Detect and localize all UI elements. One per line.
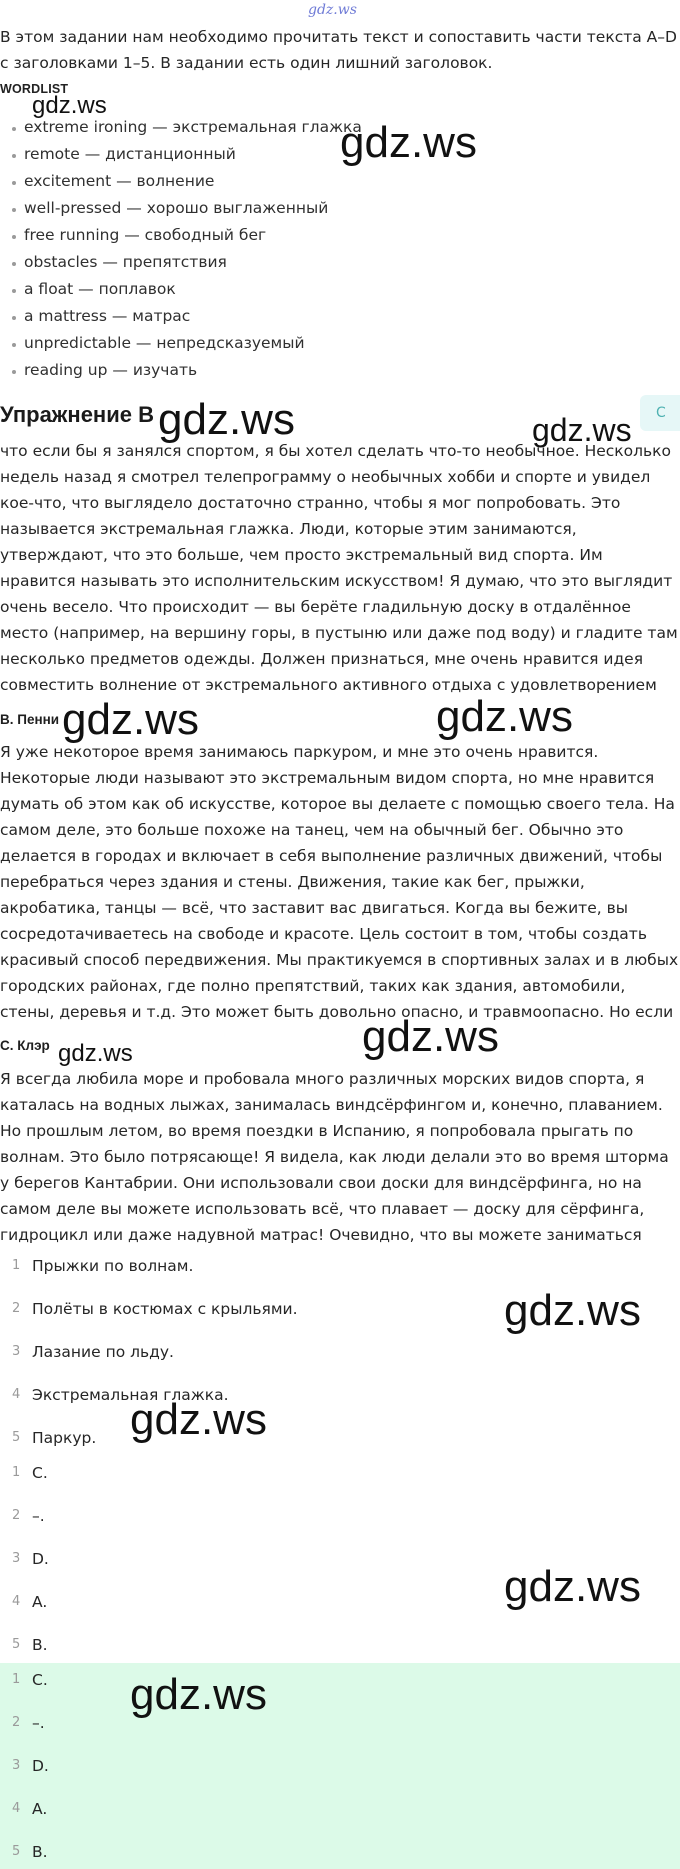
watermark: gdz.ws	[532, 412, 632, 448]
watermark: gdz.ws	[436, 692, 573, 741]
answer-number: 4	[12, 1594, 21, 1609]
wordlist-item: remote — дистанционный	[12, 141, 672, 168]
wordlist-item: unpredictable — непредсказуемый	[12, 330, 672, 357]
answer-number: 4	[12, 1801, 21, 1816]
answer-number: 2	[12, 1715, 21, 1730]
watermark: gdz.ws	[32, 92, 107, 119]
heading-number: 1	[12, 1258, 21, 1273]
section-a-text: что если бы я занялся спортом, я бы хотел сделать что-то необычное. Несколько недель назад я смотрел телепрограмму о необычных хобби и спорте и увидел кое-что, что выглядело достаточно странно, чтобы я мог попробовать. Это называется экстремальная глажка. Люди, которые этим занимаются, утверждают, что это больше, чем просто экстремальный вид спорта. Им нравится называть это исполнительским искусством! Я думаю, что это выглядит очень весело. Что происходит — вы берёте гладильную доску в отдалённое место (например, на вершину горы, в пустыню или даже под воду) и гладите там несколько предметов одежды. Должен признаться, мне очень нравится идея совместить волнение от экстремального активного отдыха с удовлетворением	[0, 442, 678, 694]
answer-text: C.	[32, 1671, 48, 1689]
heading-text: Лазание по льду.	[32, 1343, 174, 1361]
answer-text: D.	[32, 1757, 49, 1775]
wordlist-item: well-pressed — хорошо выглаженный	[12, 195, 672, 222]
watermark-top: gdz.ws	[308, 2, 357, 18]
wordlist-item: extreme ironing — экстремальная глажка	[12, 114, 672, 141]
answer-text: B.	[32, 1843, 48, 1861]
section-c-text: Я всегда любила море и пробовала много различных морских видов спорта, я каталась на водных лыжах, занималась виндсёрфингом и, конечно, плаванием. Но прошлым летом, во время поездки в Испанию, я попробовала прыгать по волнам. Это было потрясающе! Я видела, как люди делали это во время шторма у берегов Кантабрии. Они использовали свои доски для виндсёрфинга, но на самом деле вы можете использовать всё, что плавает — доску для сёрфинга, гидроцикл или даже надувной матрас! Очевидно, что вы можете заниматься	[0, 1070, 669, 1244]
answer-number: 3	[12, 1758, 21, 1773]
heading-text: Прыжки по волнам.	[32, 1257, 194, 1275]
answer-text: –.	[32, 1507, 45, 1525]
answer-text: A.	[32, 1800, 48, 1818]
intro-text: В этом задании нам необходимо прочитать текст и сопоставить части текста A–D с заголовками 1–5. В задании есть один лишний заголовок.	[0, 28, 677, 72]
watermark: gdz.ws	[130, 1395, 267, 1444]
wordlist-item: obstacles — препятствия	[12, 249, 672, 276]
answer-text: C.	[32, 1464, 48, 1482]
heading-number: 4	[12, 1387, 21, 1402]
wordlist-item: free running — свободный бег	[12, 222, 672, 249]
wordlist-item: excitement — волнение	[12, 168, 672, 195]
wordlist-item: a mattress — матрас	[12, 303, 672, 330]
answer-number: 2	[12, 1508, 21, 1523]
watermark: gdz.ws	[58, 1040, 133, 1067]
answer-number: 5	[12, 1637, 21, 1652]
watermark: gdz.ws	[158, 395, 295, 444]
heading-text: Экстремальная глажка.	[32, 1386, 229, 1404]
section-c-title: C. Клэр	[0, 1038, 50, 1053]
answer-number: 5	[12, 1844, 21, 1859]
answer-text: A.	[32, 1593, 48, 1611]
heading-number: 3	[12, 1344, 21, 1359]
wordlist-item: reading up — изучать	[12, 357, 672, 384]
heading-text: Паркур.	[32, 1429, 97, 1447]
side-tab-button[interactable]: C	[640, 395, 680, 431]
section-b-text: Я уже некоторое время занимаюсь паркуром, и мне это очень нравится. Некоторые люди называют это экстремальным видом спорта, но мне нравится думать об этом как об искусстве, которое вы делаете с помощью своего тела. На самом деле, это больше похоже на танец, чем на обычный бег. Обычно это делается в городах и включает в себя выполнение различных движений, чтобы перебраться через здания и стены. Движения, такие как бег, прыжки, акробатика, танцы — всё, что заставит вас двигаться. Когда вы бежите, вы сосредотачиваетесь на свободе и красоте. Цель состоит в том, чтобы создать красивый способ передвижения. Мы практикуемся в спортивных залах и в любых городских районах, где полно препятствий, таких как здания, автомобили, стены, деревья и т.д. Это может быть довольно опасно, и травмоопасно. Но если	[0, 743, 679, 1021]
watermark: gdz.ws	[340, 118, 477, 167]
answer-number: 3	[12, 1551, 21, 1566]
heading-number: 2	[12, 1301, 21, 1316]
answer-text: –.	[32, 1714, 45, 1732]
wordlist-title: WORDLIST	[0, 82, 69, 96]
watermark: gdz.ws	[62, 695, 199, 744]
watermark: gdz.ws	[504, 1286, 641, 1335]
heading-text: Полёты в костюмах с крыльями.	[32, 1300, 298, 1318]
watermark: gdz.ws	[504, 1562, 641, 1611]
heading-number: 5	[12, 1430, 21, 1445]
exercise-title: Упражнение B	[0, 402, 154, 427]
answer-highlight-panel	[0, 1663, 680, 1869]
answer-number: 1	[12, 1465, 21, 1480]
answer-number: 1	[12, 1672, 21, 1687]
wordlist-item: a float — поплавок	[12, 276, 672, 303]
section-b-title: B. Пенни	[0, 712, 60, 727]
answer-text: D.	[32, 1550, 49, 1568]
watermark: gdz.ws	[362, 1012, 499, 1061]
watermark: gdz.ws	[130, 1670, 267, 1719]
answer-text: B.	[32, 1636, 48, 1654]
